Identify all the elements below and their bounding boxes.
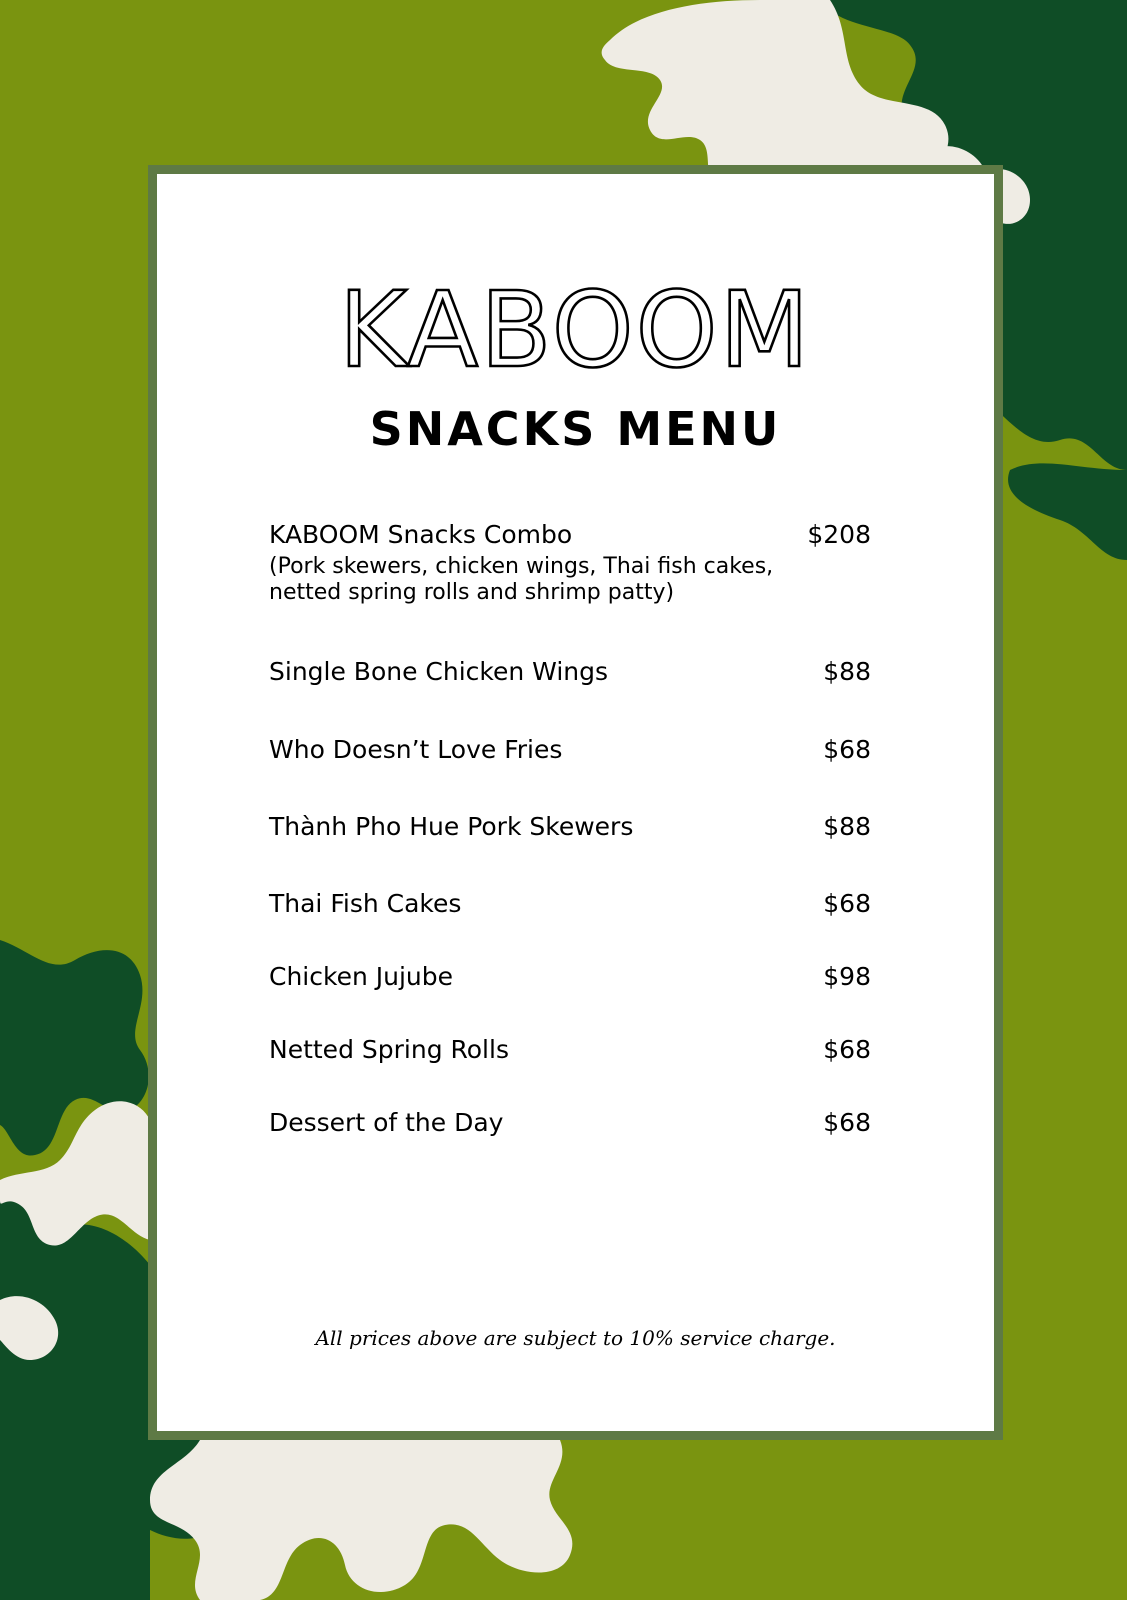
brand-title-text: KABOOM: [338, 274, 812, 384]
menu-item-price: $88: [823, 812, 871, 841]
cream-blob: [150, 1440, 572, 1600]
menu-item-price: $68: [823, 1108, 871, 1137]
service-charge-note: All prices above are subject to 10% service charge.: [315, 1326, 836, 1350]
menu-item-price: $98: [823, 962, 871, 991]
menu-item-price: $88: [823, 657, 871, 686]
menu-card: [157, 174, 994, 1431]
menu-item-name: Dessert of the Day: [269, 1108, 504, 1137]
menu-item-name: Who Doesn’t Love Fries: [269, 735, 563, 764]
menu-item-price: $208: [807, 520, 871, 549]
menu-item-description: (Pork skewers, chicken wings, Thai fish cakes, netted spring rolls and shrimp patty): [269, 554, 774, 605]
menu-title: SNACKS MENU: [369, 402, 782, 456]
brand-title: [157, 274, 994, 384]
dark-green-blob: [1008, 463, 1127, 560]
menu-item-name: Netted Spring Rolls: [269, 1035, 509, 1064]
menu-item-name: Chicken Jujube: [269, 962, 454, 991]
dark-green-blob: [0, 1200, 150, 1600]
menu-item-price: $68: [823, 735, 871, 764]
menu-item-price: $68: [823, 1035, 871, 1064]
menu-item-price: $68: [823, 889, 871, 918]
menu-item-name: Single Bone Chicken Wings: [269, 657, 609, 686]
menu-item-name: Thai Fish Cakes: [269, 889, 462, 918]
menu-item-name: KABOOM Snacks Combo: [269, 520, 573, 549]
menu-item-name: Thành Pho Hue Pork Skewers: [269, 812, 634, 841]
